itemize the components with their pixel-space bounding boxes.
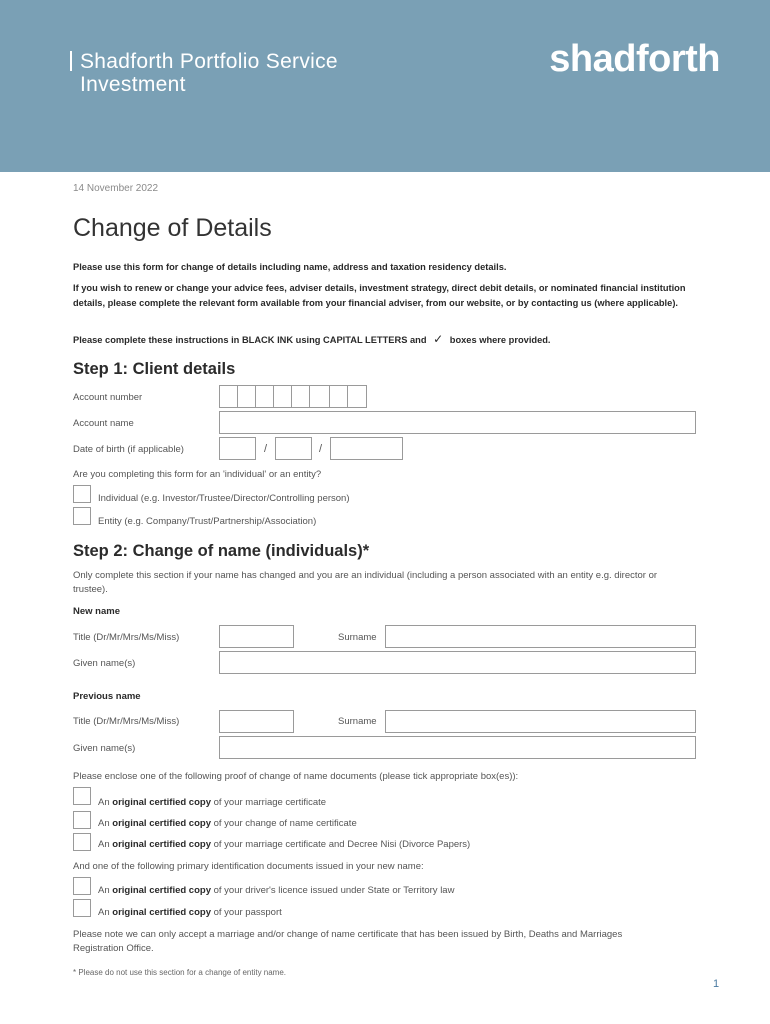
id-option-passport: An original certified copy of your passport bbox=[98, 907, 282, 918]
account-number-cell[interactable] bbox=[255, 385, 274, 408]
doc-option-marriage: An original certified copy of your marriage certificate bbox=[98, 797, 327, 808]
new-given-label: Given name(s) bbox=[73, 658, 136, 669]
new-name-heading: New name bbox=[73, 606, 120, 617]
account-number-cell[interactable] bbox=[237, 385, 256, 408]
product-name bbox=[70, 50, 338, 96]
new-surname-field[interactable] bbox=[385, 625, 696, 648]
account-number-cell[interactable] bbox=[273, 385, 292, 408]
instructions-text: Please complete these instructions in BLACK INK using CAPITAL LETTERS and bbox=[73, 335, 427, 345]
step2-heading: Step 2: Change of name (individuals)* bbox=[73, 542, 370, 560]
previous-title-field[interactable] bbox=[219, 710, 294, 733]
account-number-cell[interactable] bbox=[219, 385, 238, 408]
dob-separator: / bbox=[319, 443, 323, 455]
product-line1: Shadforth Portfolio Service bbox=[80, 50, 338, 73]
previous-title-label: Title (Dr/Mr/Mrs/Ms/Miss) bbox=[73, 716, 180, 727]
account-number-cell[interactable] bbox=[347, 385, 367, 408]
step1-heading: Step 1: Client details bbox=[73, 360, 236, 378]
primary-id-instructions: And one of the following primary identification documents issued in your new name: bbox=[73, 861, 424, 872]
entity-checkbox[interactable] bbox=[73, 507, 91, 525]
footnote: * Please do not use this section for a change of entity name. bbox=[73, 968, 287, 977]
instructions-text-end: boxes where provided. bbox=[449, 335, 551, 345]
new-title-field[interactable] bbox=[219, 625, 294, 648]
dob-month-field[interactable] bbox=[275, 437, 312, 460]
shadforth-logo: shadforth bbox=[549, 38, 720, 80]
marriage-cert-checkbox[interactable] bbox=[73, 787, 91, 805]
step2-description: Only complete this section if your name has changed and you are an individual (including a person associated with an entity e.g. director or trustee). bbox=[73, 570, 658, 595]
individual-checkbox[interactable] bbox=[73, 485, 91, 503]
passport-checkbox[interactable] bbox=[73, 899, 91, 917]
intro-paragraph-1: Please use this form for change of details including name, address and taxation residency details. bbox=[73, 262, 507, 272]
individual-option-label: Individual (e.g. Investor/Trustee/Director/Controlling person) bbox=[98, 493, 350, 504]
certificate-note: Please note we can only accept a marriage and/or change of name certificate that has been issued by Birth, Deaths and Marriages Registration Office. bbox=[73, 929, 623, 954]
decree-nisi-checkbox[interactable] bbox=[73, 833, 91, 851]
dob-separator: / bbox=[264, 443, 268, 455]
drivers-licence-checkbox[interactable] bbox=[73, 877, 91, 895]
account-name-field[interactable] bbox=[219, 411, 696, 434]
entity-option-label: Entity (e.g. Company/Trust/Partnership/Association) bbox=[98, 516, 317, 527]
account-name-label: Account name bbox=[73, 418, 134, 429]
change-of-name-cert-checkbox[interactable] bbox=[73, 811, 91, 829]
tick-icon: ✓ bbox=[433, 332, 444, 346]
doc-option-decree-nisi: An original certified copy of your marriage certificate and Decree Nisi (Divorce Papers) bbox=[98, 839, 471, 850]
form-date: 14 November 2022 bbox=[73, 183, 159, 194]
account-number-cell[interactable] bbox=[291, 385, 310, 408]
dob-year-field[interactable] bbox=[330, 437, 403, 460]
id-option-drivers-licence: An original certified copy of your driver's licence issued under State or Territory law bbox=[98, 885, 455, 896]
previous-given-names-field[interactable] bbox=[219, 736, 696, 759]
enclose-instructions: Please enclose one of the following proof of change of name documents (please tick appropriate box(es)): bbox=[73, 771, 519, 782]
new-given-names-field[interactable] bbox=[219, 651, 696, 674]
dob-label: Date of birth (if applicable) bbox=[73, 444, 184, 455]
new-title-label: Title (Dr/Mr/Mrs/Ms/Miss) bbox=[73, 632, 180, 643]
account-number-cell[interactable] bbox=[329, 385, 348, 408]
previous-surname-field[interactable] bbox=[385, 710, 696, 733]
account-number-label: Account number bbox=[73, 392, 143, 403]
page-number: 1 bbox=[713, 978, 720, 990]
entity-question: Are you completing this form for an 'individual' or an entity? bbox=[73, 469, 322, 480]
product-bar bbox=[70, 51, 72, 71]
intro-paragraph-2: If you wish to renew or change your advice fees, adviser details, investment strategy, direct debit details, or nominated financial institution details, please complete the relevant form available from your financial adviser, from our website, or by contacting us (where applicable). bbox=[73, 283, 686, 308]
dob-day-field[interactable] bbox=[219, 437, 256, 460]
new-surname-label: Surname bbox=[338, 632, 377, 643]
page-title: Change of Details bbox=[73, 214, 272, 242]
header-banner bbox=[0, 0, 770, 172]
intro-paragraph-3 bbox=[73, 332, 693, 348]
doc-option-change-of-name: An original certified copy of your change of name certificate bbox=[98, 818, 357, 829]
product-line2: Investment bbox=[80, 73, 186, 96]
previous-surname-label: Surname bbox=[338, 716, 377, 727]
account-number-cell[interactable] bbox=[309, 385, 330, 408]
previous-name-heading: Previous name bbox=[73, 691, 141, 702]
previous-given-label: Given name(s) bbox=[73, 743, 136, 754]
